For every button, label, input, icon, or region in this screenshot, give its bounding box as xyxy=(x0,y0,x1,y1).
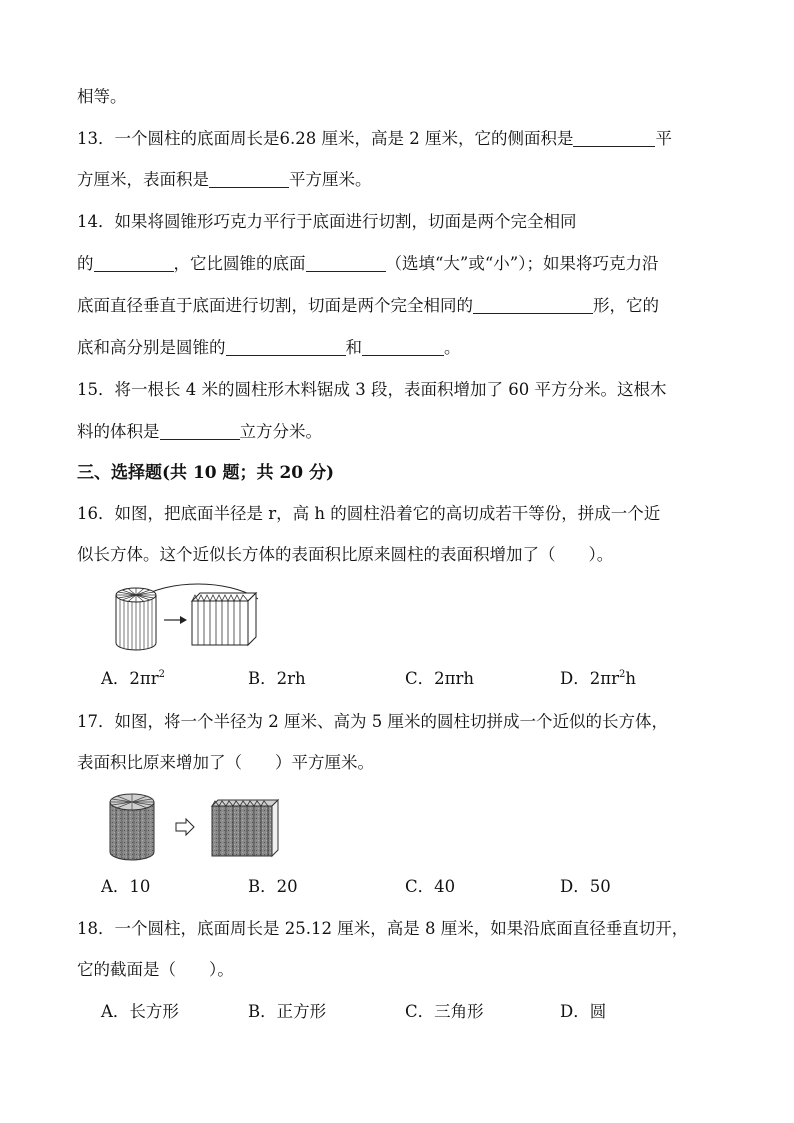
q18-option-b[interactable]: B．正方形 xyxy=(248,1002,327,1021)
q14-answer-blank-base[interactable] xyxy=(226,337,346,356)
q16-option-a[interactable] xyxy=(101,668,165,690)
q16-option-b[interactable]: B．2rh xyxy=(248,669,306,688)
q14-line3 xyxy=(77,295,659,317)
q14-text: 的 xyxy=(77,254,94,273)
q15-line1: 15．将一根长 4 米的圆柱形木料锯成 3 段，表面积增加了 60 平方分米。这根木 xyxy=(77,380,667,399)
q17-arrow-icon xyxy=(176,819,194,835)
q15-line2 xyxy=(77,421,322,443)
q16-option-d-base: 2πr xyxy=(589,669,619,688)
q14-line4 xyxy=(77,337,461,359)
q18-option-c[interactable]: C．三角形 xyxy=(405,1002,484,1021)
q14-text: （选填“大”或“小”）；如果将巧克力沿 xyxy=(385,254,659,273)
q14-text: ，它比圆锥的底面 xyxy=(173,254,306,273)
q17-option-d[interactable]: D．50 xyxy=(560,877,611,896)
q17-option-b[interactable]: B．20 xyxy=(248,877,298,896)
q15-answer-blank-volume[interactable] xyxy=(160,421,240,440)
q13-text-unit: 平 xyxy=(655,129,672,148)
q16-option-c[interactable]: C．2πrh xyxy=(405,669,474,688)
q13-line2 xyxy=(77,169,372,191)
q15-text: 料的体积是 xyxy=(77,422,160,441)
q16-arrow-icon xyxy=(164,616,187,624)
q16-option-d-exponent: 2 xyxy=(618,669,626,680)
q13-line1 xyxy=(77,128,672,150)
q14-answer-blank-vertical-section[interactable] xyxy=(473,295,593,314)
section-heading: 三、选择题(共 10 题；共 20 分) xyxy=(77,463,335,483)
q16-option-a-exponent: 2 xyxy=(158,669,166,680)
q18-line1: 18．一个圆柱，底面周长是 25.12 厘米，高是 8 厘米，如果沿底面直径垂直切开， xyxy=(77,919,689,938)
q16-option-d[interactable] xyxy=(560,668,636,690)
q14-text: 底面直径垂直于底面进行切割，切面是两个完全相同的 xyxy=(77,296,473,315)
q14-text: 形，它的 xyxy=(593,296,659,315)
q16-line2: 似长方体。这个近似长方体的表面积比原来圆柱的表面积增加了（ ）。 xyxy=(77,545,614,564)
q14-answer-blank-compare[interactable] xyxy=(306,253,386,272)
q14-text: 。 xyxy=(444,338,461,357)
q14-answer-blank-height[interactable] xyxy=(362,337,444,356)
q16-option-d-tail: h xyxy=(625,669,636,688)
q18-line2: 它的截面是（ ）。 xyxy=(77,960,234,979)
q16-cylinder-to-cuboid-figure xyxy=(108,583,268,655)
q16-option-a-prefix: A． xyxy=(101,669,130,688)
q16-option-a-base: 2πr xyxy=(129,669,159,688)
q14-line2 xyxy=(77,253,659,275)
q16-cylinder-figure xyxy=(116,588,156,650)
q13-text-unit: 平方厘米。 xyxy=(289,170,372,189)
q17-line1: 17．如图，将一个半径为 2 厘米、高为 5 厘米的圆柱切拼成一个近似的长方体， xyxy=(77,712,668,731)
q17-cylinder-to-cuboid-figure xyxy=(108,790,288,862)
q17-option-c[interactable]: C．40 xyxy=(405,877,456,896)
q15-text-unit: 立方分米。 xyxy=(239,422,322,441)
q13-text: 13．一个圆柱的底面周长是6.28 厘米，高是 2 厘米，它的侧面积是 xyxy=(77,129,574,148)
q16-cuboid-figure xyxy=(192,593,256,645)
q14-answer-blank-section-shape[interactable] xyxy=(94,253,174,272)
q14-text: 底和高分别是圆锥的 xyxy=(77,338,226,357)
q12-tail: 相等。 xyxy=(77,87,127,106)
q16-line1: 16．如图，把底面半径是 r，高 h 的圆柱沿着它的高切成若干等份，拼成一个近 xyxy=(77,504,661,523)
q17-option-a[interactable]: A．10 xyxy=(101,877,151,896)
q17-cuboid-figure xyxy=(212,800,278,856)
q13-text: 方厘米，表面积是 xyxy=(77,170,209,189)
q17-cylinder-figure xyxy=(110,794,154,860)
q16-option-d-prefix: D． xyxy=(560,669,590,688)
q14-line1: 14．如果将圆锥形巧克力平行于底面进行切割，切面是两个完全相同 xyxy=(77,212,577,231)
q18-option-d[interactable]: D．圆 xyxy=(560,1002,607,1021)
q13-answer-blank-lateral-area[interactable] xyxy=(573,128,655,147)
q13-answer-blank-surface-area[interactable] xyxy=(209,169,289,188)
q18-option-a[interactable]: A．长方形 xyxy=(101,1002,179,1021)
q14-text: 和 xyxy=(345,338,362,357)
q17-line2: 表面积比原来增加了（ ）平方厘米。 xyxy=(77,753,374,772)
